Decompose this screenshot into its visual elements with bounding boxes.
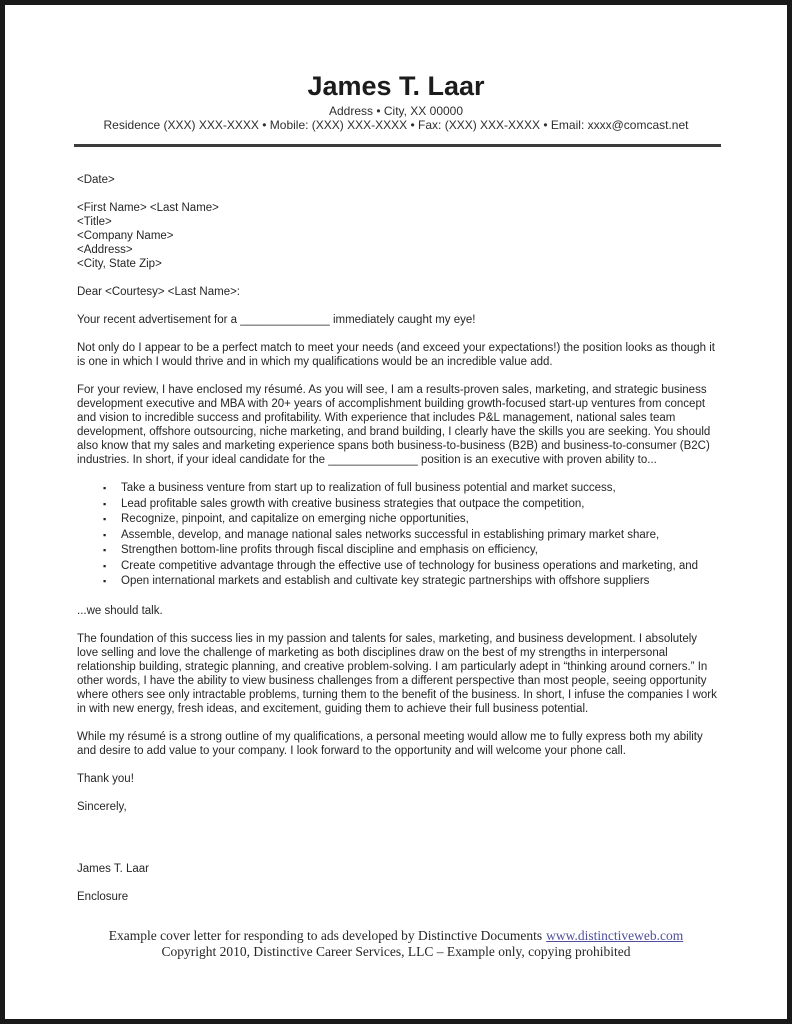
bullet-text: Lead profitable sales growth with creative business strategies that outpace the competition,	[121, 497, 585, 510]
paragraph-review: For your review, I have enclosed my résumé. As you will see, I am a results-proven sales, marketing, and strategic business development executive and MBA with 20+ years of accomplishment building growth-focused start-up ventures from concept and vision to incredible success and profitability. With experience that includes P&L management, national sales team development, offshore outsourcing, niche marketing, and brand building, I clearly have the skills you are seeking. You should also know that my sales and marketing experience spans both business-to-business (B2B) and business-to-consumer (B2C) industries. In short, if your ideal candidate for the ______________ position is an executive with proven ability to...	[77, 384, 711, 466]
thank-you-line: Thank you!	[77, 772, 134, 785]
recipient-title-line: <Title>	[77, 216, 112, 228]
bullet-square-icon: ▪	[103, 483, 107, 493]
closing-line: Sincerely,	[77, 800, 127, 813]
paragraph-perfect-match: Not only do I appear to be a perfect match to meet your needs (and exceed your expectations!) the position looks as though it is one in which I would thrive and in which my qualifications would be an incredible value add.	[77, 342, 715, 368]
sender-address-line: Address • City, XX 00000	[328, 104, 464, 118]
enclosure-line: Enclosure	[77, 890, 129, 903]
bullet-text: Assemble, develop, and manage national sales networks successful in establishing primary market share,	[121, 528, 660, 541]
bullet-text: Create competitive advantage through the effective use of technology for business operations and marketing, and	[121, 559, 699, 572]
date-placeholder: <Date>	[77, 174, 115, 186]
paragraph-foundation: The foundation of this success lies in my passion and talents for sales, marketing, and business development. I absolutely love selling and love the challenge of marketing as both disciplines draw on the best of my strengths in interpersonal relationship building, strategic planning, and creative problem-solving. I am particularly adept in “thinking around corners.” In other words, I have the ability to view business challenges from a different perspective than most people, seeing opportunity where others see only intractable problems, turning them to the benefit of the business. In short, I infuse the companies I work in with new energy, fresh ideas, and excitement, guiding them to achieve their full business potential.	[77, 632, 717, 715]
letter-footer	[5, 928, 787, 961]
distinctiveweb-link[interactable]: www.distinctiveweb.com	[546, 927, 684, 943]
list-item	[77, 497, 717, 513]
bullet-text: Recognize, pinpoint, and capitalize on emerging niche opportunities,	[121, 513, 469, 525]
salutation: Dear <Courtesy> <Last Name>:	[77, 286, 240, 298]
list-item	[77, 512, 717, 528]
bullet-text: Take a business venture from start up to realization of full business potential and market success,	[121, 482, 616, 494]
bullet-square-icon: ▪	[103, 498, 107, 509]
footer-attribution-line	[5, 928, 787, 945]
bullet-square-icon: ▪	[103, 576, 107, 586]
sender-contact-line: Residence (XXX) XXX-XXXX • Mobile: (XXX) XXX-XXXX • Fax: (XXX) XXX-XXXX • Email: xxxx@comcast.net	[103, 118, 689, 132]
paragraph-meeting: While my résumé is a strong outline of my qualifications, a personal meeting would allow me to fully express both my ability and desire to add value to your company. I look forward to the opportunity and will welcome your phone call.	[77, 730, 703, 757]
list-item	[77, 574, 717, 590]
list-item	[77, 543, 717, 559]
footer-attribution-text: Example cover letter for responding to ads developed by Distinctive Documents	[108, 927, 543, 943]
letter-header	[5, 71, 787, 132]
bullet-text: Open international markets and establish and cultivate key strategic partnerships with offshore suppliers	[121, 575, 650, 587]
qualifications-list	[77, 481, 717, 590]
recipient-name-line: <First Name> <Last Name>	[77, 202, 219, 214]
bullet-square-icon: ▪	[103, 560, 107, 571]
header-divider	[74, 144, 721, 147]
recipient-address-line: <Address>	[77, 244, 133, 256]
list-item	[77, 481, 717, 497]
bullet-square-icon: ▪	[103, 529, 107, 540]
signature-name: James T. Laar	[77, 862, 150, 875]
bullet-square-icon: ▪	[103, 514, 107, 524]
recipient-city-line: <City, State Zip>	[77, 258, 162, 270]
recipient-block	[77, 201, 717, 271]
sender-name: James T. Laar	[307, 71, 485, 101]
bullet-text: Strengthen bottom-line profits through fiscal discipline and emphasis on efficiency,	[121, 544, 538, 556]
bullet-square-icon: ▪	[103, 545, 107, 555]
list-item	[77, 528, 717, 544]
footer-copyright-line: Copyright 2010, Distinctive Career Services, LLC – Example only, copying prohibited	[161, 944, 631, 959]
letter-body	[77, 173, 717, 904]
recipient-company-line: <Company Name>	[77, 230, 174, 242]
list-item	[77, 559, 717, 575]
paragraph-we-should-talk: ...we should talk.	[77, 604, 163, 617]
paragraph-advertisement: Your recent advertisement for a ______________ immediately caught my eye!	[77, 314, 476, 326]
